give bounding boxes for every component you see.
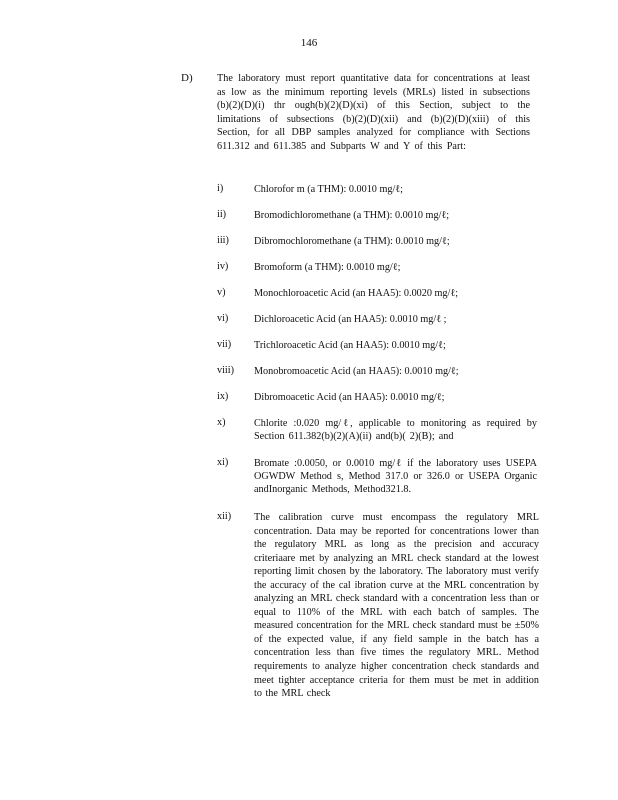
page-number: 146 [300, 37, 318, 49]
item-text: Dichloroacetic Acid (an HAA5): 0.0010 mg/ℓ ; [254, 314, 447, 325]
item-text: Dibromochloromethane (a THM): 0.0010 mg/ℓ; [254, 236, 450, 247]
item-number: iv) [217, 261, 229, 272]
item-number: v) [217, 287, 226, 298]
item-number: x) [217, 417, 226, 428]
item-number: iii) [217, 235, 229, 246]
item-text: Bromodichloromethane (a THM): 0.0010 mg/ℓ; [254, 210, 450, 221]
item-text: Bromate :0.0050, or 0.0010 mg/ℓ if the laboratory uses USEPA OGWDW Method s, Method 317.0 or 326.0 or USEPA Organic andInorganic Methods, Method321.8. [254, 458, 537, 496]
item-text: Bromoform (a THM): 0.0010 mg/ℓ; [254, 262, 401, 273]
item-text: Chlorite :0.020 mg/ℓ, applicable to monitoring as required by Section 611.382(b)(2)(A)(ii) and(b)( 2)(B); and [254, 418, 537, 443]
section-text: The laboratory must report quantitative data for concentrations at least as low as the minimum reporting levels (MRLs) listed in subsections (b)(2)(D)(i) thr ough(b)(2)(D)(xi) of this Section, subject to the limitations of subsections (b)(2)(D)(xii) and (b)(2)(D)(xiii) of this Section, for all DBP samples analyzed for compliance with Sections 611.312 and 611.385 and Subparts W and Y of this Part: [217, 73, 530, 152]
item-number: ix) [217, 391, 229, 402]
item-number: xii) [217, 511, 232, 522]
item-text: Monobromoacetic Acid (an HAA5): 0.0010 mg/ℓ; [254, 366, 459, 377]
item-number: i) [217, 183, 224, 194]
item-text: Dibromoacetic Acid (an HAA5): 0.0010 mg/ℓ; [254, 392, 445, 403]
item-number: xi) [217, 457, 229, 468]
item-number: vii) [217, 339, 232, 350]
item-text: Monochloroacetic Acid (an HAA5): 0.0020 mg/ℓ; [254, 288, 459, 299]
section-label: D) [181, 72, 193, 84]
item-text: The calibration curve must encompass the regulatory MRL concentration. Data may be reported for concentrations lower than the regulatory MRL as long as the precision and accuracy criteriaare met by analyzing an MRL check standard at the lowest reporting limit chosen by the laboratory. The laboratory must verify the accuracy of the cal ibration curve at the MRL concentration by analyzing an MRL check standard with a concentration less than or equal to 110% of the MRL with each batch of samples. The measured concentration for the MRL check standard must be ±50% of the expected value, if any field sample in the batch has a concentration less than five times the regulatory MRL. Method requirements to analyze higher concentration check standards and meet tighter acceptance criteria for them must be met in addition to the MRL check [254, 512, 539, 700]
item-number: viii) [217, 365, 234, 376]
item-number: vi) [217, 313, 229, 324]
item-number: ii) [217, 209, 227, 220]
item-text: Chlorofor m (a THM): 0.0010 mg/ℓ; [254, 184, 404, 195]
item-text: Trichloroacetic Acid (an HAA5): 0.0010 mg/ℓ; [254, 340, 446, 351]
